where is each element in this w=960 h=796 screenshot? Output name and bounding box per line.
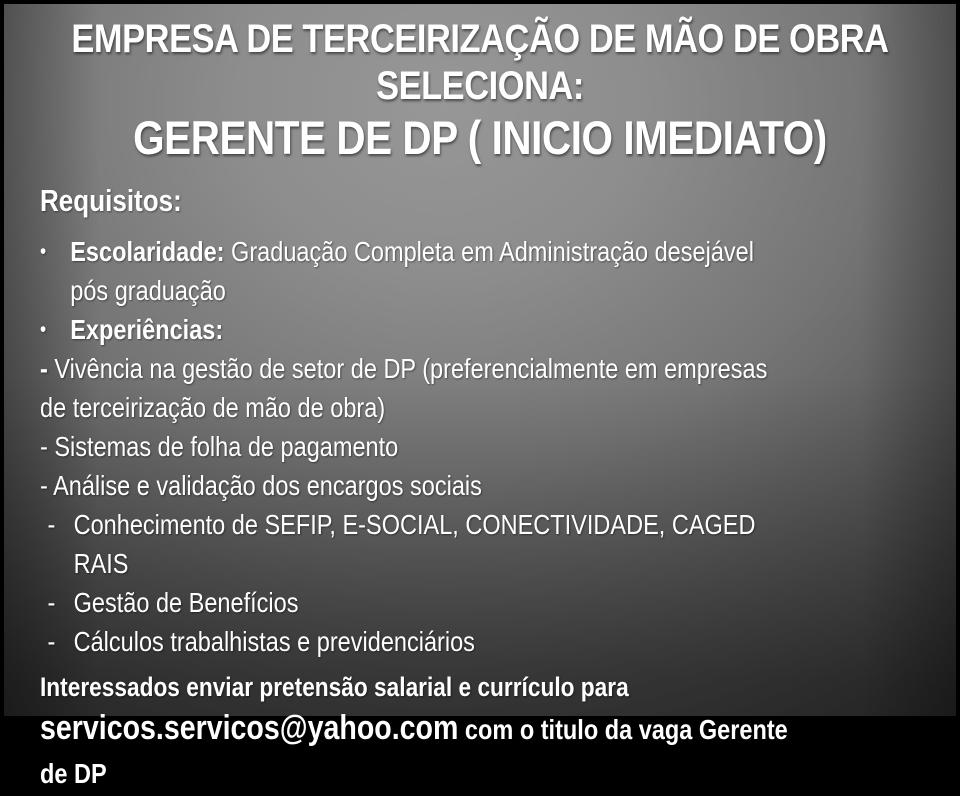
detail-vivencia-line-2: de terceirização de mão de obra)	[40, 392, 386, 423]
detail-gestao	[40, 583, 796, 622]
bullet-marker: •	[40, 318, 47, 341]
escolaridade-value: Graduação Completa em Administração desejável	[224, 236, 754, 267]
title-line-1: EMPRESA DE TERCEIRIZAÇÃO DE MÃO DE OBRA	[71, 17, 889, 61]
escolaridade-continuation: pós graduação	[70, 275, 226, 306]
email-address: servicos.servicos@yahoo.com	[40, 709, 459, 747]
detail-conhecimento	[40, 505, 796, 583]
experiencias-text	[70, 310, 223, 349]
requirements-list	[40, 232, 940, 661]
detail-vivencia-line-1	[40, 349, 796, 388]
detail-sistemas: - Sistemas de folha de pagamento	[40, 431, 399, 462]
dash-marker: -	[40, 353, 48, 384]
detail-calculos	[40, 622, 796, 661]
conhecimento-text: Conhecimento de SEFIP, E-SOCIAL, CONECTIVIDADE, CAGED RAIS	[73, 509, 756, 579]
escolaridade-label: Escolaridade:	[70, 236, 225, 267]
footer-after-email: com o titulo da vaga Gerente de DP	[40, 714, 788, 789]
bullet-item-escolaridade	[40, 232, 796, 271]
dash-marker: -	[47, 626, 56, 657]
gestao-text: Gestão de Benefícios	[73, 587, 299, 618]
requisitos-heading: Requisitos:	[40, 183, 182, 218]
title-line-2: SELECIONA:	[376, 64, 584, 108]
slide-title	[4, 4, 956, 166]
detail-analise: - Análise e validação dos encargos sociais	[40, 470, 482, 501]
title-line-3: GERENTE DE DP ( INICIO IMEDIATO)	[133, 111, 827, 164]
bullet-item-experiencias	[40, 310, 796, 349]
footer-line-1: Interessados enviar pretensão salarial e currículo para	[40, 672, 629, 702]
contact-footer	[40, 669, 940, 796]
escolaridade-text	[70, 232, 754, 271]
experiencias-label: Experiências:	[70, 314, 224, 345]
bullet-marker: •	[40, 240, 47, 263]
calculos-text: Cálculos trabalhistas e previdenciários	[73, 626, 475, 657]
dash-marker: -	[47, 509, 56, 540]
dash-marker: -	[47, 587, 56, 618]
vivencia-text: Vivência na gestão de setor de DP (preferencialmente em empresas	[47, 353, 768, 384]
footer-line-2	[40, 706, 796, 796]
